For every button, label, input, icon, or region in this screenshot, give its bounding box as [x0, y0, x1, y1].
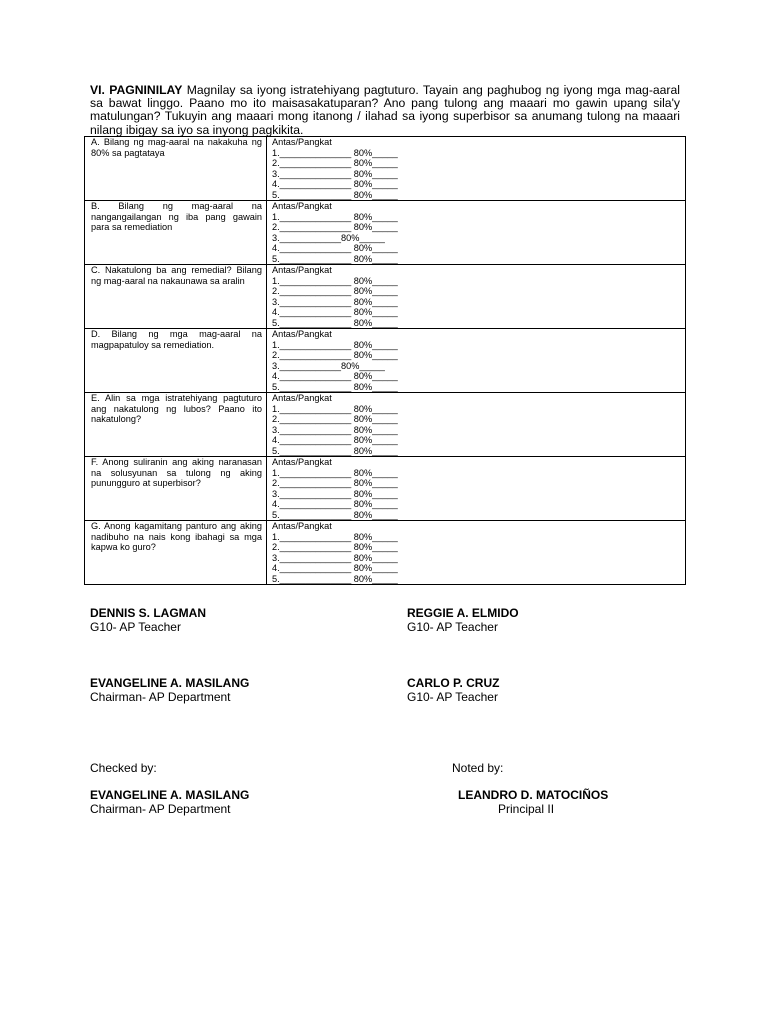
- answer-cell: [267, 201, 686, 265]
- signatory-name: EVANGELINE A. MASILANG: [90, 676, 250, 690]
- reflection-row: [85, 137, 686, 201]
- answer-line[interactable]: 5.______________ 80%_____: [272, 573, 398, 584]
- signatory-block: [407, 676, 499, 704]
- checked-by-label: Checked by:: [90, 761, 157, 775]
- level-section-header: Antas/Pangkat: [272, 329, 332, 339]
- reflection-paragraph: [90, 84, 680, 137]
- signatory-name: REGGIE A. ELMIDO: [407, 606, 519, 620]
- answer-cell: [267, 137, 686, 201]
- answer-line[interactable]: 5.______________ 80%_____: [272, 509, 398, 520]
- answer-line[interactable]: 4.______________ 80%_____: [272, 243, 398, 253]
- signatory-role: G10- AP Teacher: [407, 620, 498, 634]
- answer-line[interactable]: 5.______________ 80%_____: [272, 381, 398, 392]
- answer-cell: [267, 329, 686, 393]
- answer-line[interactable]: 2.______________ 80%_____: [272, 222, 398, 232]
- answer-line[interactable]: 3.______________ 80%_____: [272, 296, 398, 307]
- signatory-block: [407, 606, 519, 634]
- reflection-row: [85, 457, 686, 521]
- level-section-header: Antas/Pangkat: [272, 521, 332, 531]
- answer-line[interactable]: 1.______________ 80%_____: [272, 467, 398, 478]
- signatory-role: G10- AP Teacher: [90, 620, 181, 634]
- answer-line[interactable]: 4.______________ 80%_____: [272, 307, 398, 317]
- answer-cell: [267, 521, 686, 585]
- answer-line[interactable]: 4.______________ 80%_____: [272, 563, 398, 573]
- answer-cell: [267, 457, 686, 521]
- answer-line[interactable]: 1.______________ 80%_____: [272, 275, 398, 286]
- level-section-header: Antas/Pangkat: [272, 265, 332, 275]
- reflection-table: [84, 136, 686, 585]
- answer-line[interactable]: 2.______________ 80%_____: [272, 414, 398, 424]
- answer-line[interactable]: 2.______________ 80%_____: [272, 478, 398, 488]
- question-cell: F. Anong suliranin ang aking naranasan na solusyunan sa tulong ng aking punungguro at superbisor?: [85, 457, 267, 521]
- answer-line[interactable]: 3.______________ 80%_____: [272, 424, 398, 435]
- reflection-row: [85, 329, 686, 393]
- answer-line[interactable]: 1.______________ 80%_____: [272, 531, 398, 542]
- reflection-row: [85, 201, 686, 265]
- question-cell: B. Bilang ng mag-aaral na nangangailangan ng iba pang gawain para sa remediation: [85, 201, 267, 265]
- signatory-name: LEANDRO D. MATOCIÑOS: [458, 788, 609, 802]
- signatory-block: [90, 676, 249, 704]
- answer-line[interactable]: 4.______________ 80%_____: [272, 499, 398, 509]
- answer-line[interactable]: 5.______________ 80%_____: [272, 189, 398, 200]
- reflection-row: [85, 521, 686, 585]
- answer-line[interactable]: 5.______________ 80%_____: [272, 445, 398, 456]
- answer-line[interactable]: 3.____________80%_____: [272, 360, 385, 371]
- question-cell: D. Bilang ng mga mag-aaral na magpapatuloy sa remediation.: [85, 329, 267, 393]
- section-heading: VI. PAGNINILAY: [90, 83, 183, 97]
- answer-line[interactable]: 3.______________ 80%_____: [272, 168, 398, 179]
- question-cell: G. Anong kagamitang panturo ang aking nadibuho na nais kong ibahagi sa mga kapwa ko guro?: [85, 521, 267, 585]
- question-cell: E. Alin sa mga istratehiyang pagtuturo ang nakatulong ng lubos? Paano ito nakatulong?: [85, 393, 267, 457]
- reflection-row: [85, 265, 686, 329]
- signatory-role: Principal II: [498, 802, 555, 816]
- level-section-header: Antas/Pangkat: [272, 137, 332, 147]
- answer-line[interactable]: 3.____________80%_____: [272, 232, 385, 243]
- signatory-role: G10- AP Teacher: [407, 690, 498, 704]
- answer-line[interactable]: 4.______________ 80%_____: [272, 371, 398, 381]
- answer-line[interactable]: 1.______________ 80%_____: [272, 211, 398, 222]
- answer-line[interactable]: 2.______________ 80%_____: [272, 158, 398, 168]
- noted-by-label: Noted by:: [452, 761, 504, 775]
- question-cell: A. Bilang ng mag-aaral na nakakuha ng 80% sa pagtataya: [85, 137, 267, 201]
- reflection-text: Magnilay sa iyong istratehiyang pagtuturo. Tayain ang paghubog ng iyong mga mag-aaral sa bawat linggo. Paano mo ito maisasakatuparan? Ano pang tulong ang maaari mo gawin upang sila'y matulungan? Tukuyin ang maaari mong itanong / ilahad sa iyong superbisor sa anumang tulong na maaari nilang ibigay sa iyo sa inyong pagkikita.: [90, 83, 680, 137]
- answer-line[interactable]: 5.______________ 80%_____: [272, 317, 398, 328]
- question-cell: C. Nakatulong ba ang remedial? Bilang ng mag-aaral na nakaunawa sa aralin: [85, 265, 267, 329]
- answer-line[interactable]: 1.______________ 80%_____: [272, 339, 398, 350]
- answer-cell: [267, 265, 686, 329]
- signatory-name: EVANGELINE A. MASILANG: [90, 788, 250, 802]
- signatory-role: Chairman- AP Department: [90, 690, 231, 704]
- answer-line[interactable]: 4.______________ 80%_____: [272, 435, 398, 445]
- level-section-header: Antas/Pangkat: [272, 457, 332, 467]
- answer-line[interactable]: 3.______________ 80%_____: [272, 488, 398, 499]
- answer-line[interactable]: 2.______________ 80%_____: [272, 542, 398, 552]
- signatory-role: Chairman- AP Department: [90, 802, 231, 816]
- signatory-block: [90, 788, 249, 816]
- signatory-block: [458, 788, 608, 816]
- answer-line[interactable]: 1.______________ 80%_____: [272, 403, 398, 414]
- signatory-block: [90, 606, 206, 634]
- signatory-name: DENNIS S. LAGMAN: [90, 606, 207, 620]
- answer-line[interactable]: 1.______________ 80%_____: [272, 147, 398, 158]
- answer-line[interactable]: 3.______________ 80%_____: [272, 552, 398, 563]
- answer-cell: [267, 393, 686, 457]
- level-section-header: Antas/Pangkat: [272, 393, 332, 403]
- signatory-name: CARLO P. CRUZ: [407, 676, 500, 690]
- answer-line[interactable]: 2.______________ 80%_____: [272, 350, 398, 360]
- reflection-row: [85, 393, 686, 457]
- answer-line[interactable]: 5.______________ 80%_____: [272, 253, 398, 264]
- answer-line[interactable]: 2.______________ 80%_____: [272, 286, 398, 296]
- answer-line[interactable]: 4.______________ 80%_____: [272, 179, 398, 189]
- level-section-header: Antas/Pangkat: [272, 201, 332, 211]
